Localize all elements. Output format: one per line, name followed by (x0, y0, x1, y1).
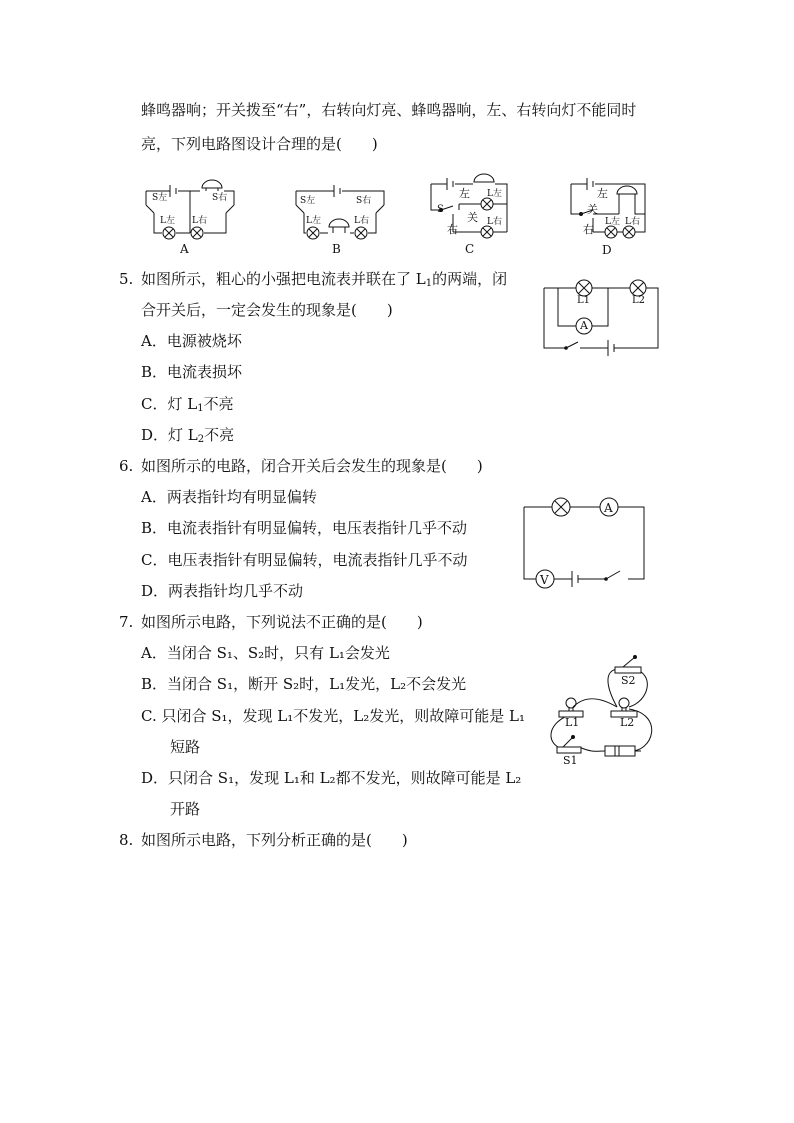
q4-figure-c (425, 170, 515, 260)
q4d-left-label: 左 (597, 187, 608, 200)
q7-option-c-line1: C. 只闭合 S₁，发现 L₁不发光，L₂发光，则故障可能是 L₁ (141, 707, 525, 725)
q4-figure-d (565, 172, 655, 257)
q7-option-d-line2: 开路 (170, 800, 201, 818)
q4-stem-line2: 亮，下列电路图设计合理的是( ) (141, 135, 378, 153)
q4-figure-b-label: B (332, 242, 341, 256)
q4b-l-right-label: L右 (354, 216, 369, 226)
q4a-l-right-label: L右 (192, 216, 207, 226)
q6-option-b: B．电流表指针有明显偏转，电压表指针几乎不动 (141, 519, 468, 537)
q4b-l-left-label: L左 (306, 216, 321, 226)
q5-option-d: D．灯 $L_2$不亮 (141, 426, 235, 445)
q5-ammeter-label: A (580, 319, 588, 332)
q5-stem-line2: 合开关后，一定会发生的现象是( ) (141, 301, 393, 319)
q5-circuit-figure (542, 276, 662, 354)
q4-figure-b (290, 175, 390, 260)
q8-stem: 如图所示电路，下列分析正确的是( ) (141, 831, 408, 849)
q4a-s-right-label: S右 (212, 193, 228, 203)
q4-figure-a (140, 175, 240, 260)
q4c-s-label: S (437, 204, 444, 215)
q7-option-d-line1: D．只闭合 S₁，发现 L₁和 L₂都不发光，则故障可能是 L₂ (141, 769, 522, 787)
q4a-s-left-label: S左 (152, 193, 168, 203)
q6-option-a: A．两表指针均有明显偏转 (141, 488, 317, 506)
q4b-s-left-label: S左 (300, 196, 316, 206)
q4b-s-right-label: S右 (356, 196, 372, 206)
q5-option-a: A．电源被烧坏 (141, 332, 242, 350)
q4c-off-label: 关 (467, 211, 478, 224)
q7-l1-label: L1 (565, 716, 580, 729)
q5-option-c: C．灯 $L_1$不亮 (141, 395, 234, 414)
q7-stem: 如图所示电路，下列说法不正确的是( ) (141, 613, 423, 631)
q4-figure-a-label: A (180, 242, 189, 256)
q5-stem-line1: 如图所示，粗心的小强把电流表并联在了 $L_1$的两端，闭 (141, 270, 508, 289)
q4c-l-right-label: L右 (487, 217, 502, 227)
q6-number: 6. (119, 457, 134, 475)
q4-stem-line1: 蜂鸣器响；开关拨至“右”，右转向灯亮、蜂鸣器响，左、右转向灯不能同时 (141, 101, 637, 119)
q4c-l-left-label: L左 (487, 189, 502, 199)
q6-ammeter-label: A (604, 501, 613, 515)
q7-circuit-figure (545, 655, 655, 770)
q5-l2-label: L2 (632, 295, 646, 306)
q4d-off-label: 关 (587, 203, 598, 216)
q4d-l-right-label: L右 (625, 217, 640, 227)
q6-stem: 如图所示的电路，闭合开关后会发生的现象是( ) (141, 457, 483, 475)
q6-voltmeter-label: V (540, 573, 549, 587)
q7-number: 7. (119, 613, 134, 631)
q4d-l-left-label: L左 (605, 217, 620, 227)
q4d-right-label: 右 (583, 223, 594, 236)
q5-number: 5. (119, 270, 134, 288)
q5-l1-label: L1 (577, 295, 591, 306)
q7-l2-label: L2 (620, 716, 635, 729)
q4c-right-label: 右 (447, 223, 458, 236)
q7-option-c-line2: 短路 (170, 738, 201, 756)
q7-option-a: A．当闭合 S₁、S₂时，只有 L₁会发光 (141, 644, 390, 662)
q6-option-d: D．两表指针均几乎不动 (141, 582, 304, 600)
q7-s1-label: S1 (563, 754, 578, 767)
q4-figure-d-label: D (602, 243, 612, 257)
q7-s2-label: S2 (621, 674, 636, 687)
q4c-left-label: 左 (459, 187, 470, 200)
q7-option-b: B．当闭合 S₁，断开 S₂时，L₁发光，L₂不会发光 (141, 675, 467, 693)
q6-circuit-figure (520, 495, 650, 590)
q5-option-b: B．电流表损坏 (141, 363, 243, 381)
q8-number: 8. (119, 831, 134, 849)
q4-figure-c-label: C (465, 242, 475, 256)
q6-option-c: C．电压表指针有明显偏转，电流表指针几乎不动 (141, 551, 468, 569)
q4a-l-left-label: L左 (160, 216, 175, 226)
